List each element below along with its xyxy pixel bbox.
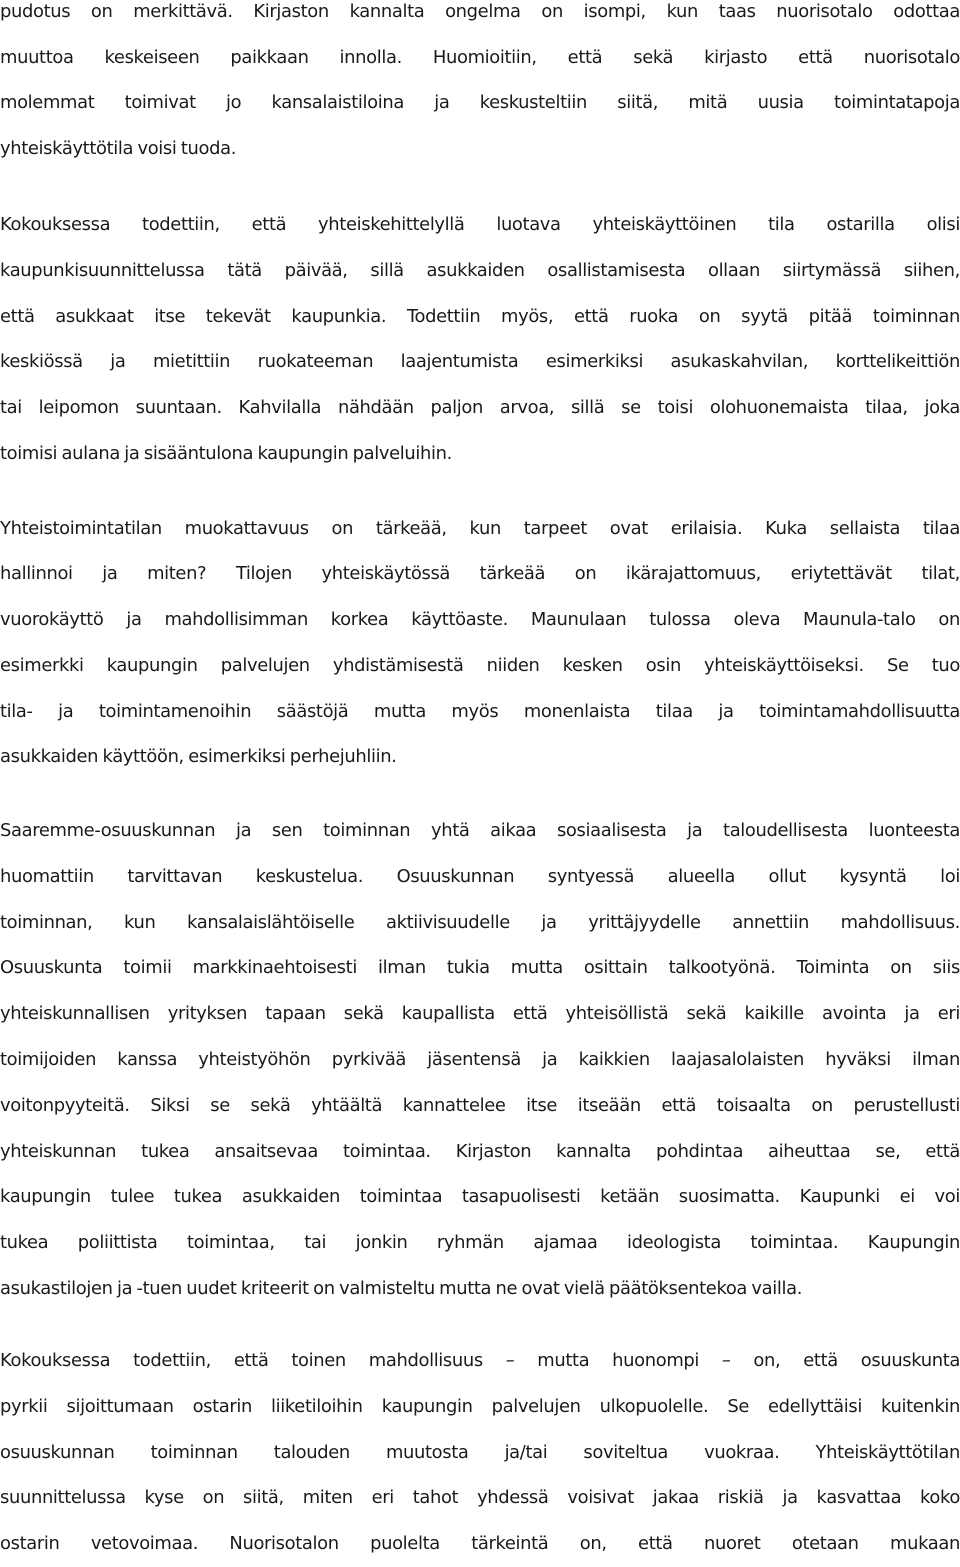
text-line: kaupungin tulee tukea asukkaiden toimintaa tasapuolisesti ketään suosimatta. Kaupunki ei voi <box>0 1186 960 1208</box>
text-line: molemmat toimivat jo kansalaistiloina ja keskusteltiin siitä, mitä uusia toimintatapoja <box>0 92 960 114</box>
paragraph-4 <box>0 808 960 1312</box>
text-line: hallinnoi ja miten? Tilojen yhteiskäytössä tärkeää on ikärajattomuus, eriytettävät tilat, <box>0 563 960 585</box>
text-line: toiminnan, kun kansalaislähtöiselle aktiivisuudelle ja yrittäjyydelle annettiin mahdollisuus. <box>0 911 960 933</box>
paragraph-1 <box>0 0 960 172</box>
text-line: asukkaiden käyttöön, esimerkiksi perhejuhliin. <box>0 746 397 768</box>
text-line: voitonpyyteitä. Siksi se sekä yhtäältä kannattelee itse itseään että toisaalta on perustellusti <box>0 1094 960 1116</box>
text-line: tukea poliittista toimintaa, tai jonkin ryhmän ajamaa ideologista toimintaa. Kaupungin <box>0 1232 960 1254</box>
text-line: kaupunkisuunnittelussa tätä päivää, sillä asukkaiden osallistamisesta ollaan siirtymässä siihen, <box>0 259 960 281</box>
text-line: vuorokäyttö ja mahdollisimman korkea käyttöaste. Maunulaan tulossa oleva Maunula-talo on <box>0 609 960 631</box>
paragraph-2 <box>0 202 960 477</box>
text-line: keskiössä ja mietittiin ruokateeman laajentumista esimerkiksi asukaskahvilan, korttelikeittiön <box>0 351 960 373</box>
text-line: yhteiskäyttötila voisi tuoda. <box>0 138 237 160</box>
text-line: pudotus on merkittävä. Kirjaston kannalta ongelma on isompi, kun taas nuorisotalo odottaa <box>0 0 960 22</box>
text-line: Saaremme-osuuskunnan ja sen toiminnan yhtä aikaa sosiaalisesta ja taloudellisesta luonteesta <box>0 820 960 842</box>
text-line: ostarin vetovoimaa. Nuorisotalon puolelta tärkeintä on, että nuoret otetaan mukaan <box>0 1533 960 1555</box>
text-line: Yhteistoimintatilan muokattavuus on tärkeää, kun tarpeet ovat erilaisia. Kuka sellaista tilaa <box>0 517 960 539</box>
paragraph-5 <box>0 1338 960 1567</box>
paragraph-3 <box>0 506 960 781</box>
text-line: Kokouksessa todettiin, että yhteiskehittelyllä luotava yhteiskäyttöinen tila ostarilla olisi <box>0 214 960 236</box>
text-line: pyrkii sijoittumaan ostarin liiketiloihin kaupungin palvelujen ulkopuolelle. Se edellyttäisi kuitenkin <box>0 1395 960 1417</box>
text-line: yhteiskunnan tukea ansaitsevaa toimintaa. Kirjaston kannalta pohdintaa aiheuttaa se, että <box>0 1140 960 1162</box>
text-line: että asukkaat itse tekevät kaupunkia. Todettiin myös, että ruoka on syytä pitää toiminnan <box>0 305 960 327</box>
text-line: tai leipomon suuntaan. Kahvilalla nähdään paljon arvoa, sillä se toisi olohuonemaista tilaa, joka <box>0 397 960 419</box>
text-line: asukastilojen ja -tuen uudet kriteerit on valmisteltu mutta ne ovat vielä päätöksentekoa vailla. <box>0 1278 803 1300</box>
text-line: yhteiskunnallisen yrityksen tapaan sekä kaupallista että yhteisöllistä sekä kaikille avointa ja eri <box>0 1003 960 1025</box>
text-line: huomattiin tarvittavan keskustelua. Osuuskunnan syntyessä alueella ollut kysyntä loi <box>0 865 960 887</box>
text-line: tila- ja toimintamenoihin säästöjä mutta myös monenlaista tilaa ja toimintamahdollisuutta <box>0 700 960 722</box>
text-line: toimisi aulana ja sisääntulona kaupungin palveluihin. <box>0 443 452 465</box>
text-line: Kokouksessa todettiin, että toinen mahdollisuus – mutta huonompi – on, että osuuskunta <box>0 1350 960 1372</box>
text-line: esimerkki kaupungin palvelujen yhdistämisestä niiden kesken osin yhteiskäyttöiseksi. Se tuo <box>0 654 960 676</box>
text-line: osuuskunnan toiminnan talouden muutosta ja/tai soviteltua vuokraa. Yhteiskäyttötilan <box>0 1441 960 1463</box>
text-line: muuttoa keskeiseen paikkaan innolla. Huomioitiin, että sekä kirjasto että nuorisotalo <box>0 46 960 68</box>
text-line: suunnittelussa kyse on siitä, miten eri tahot yhdessä voisivat jakaa riskiä ja kasvattaa koko <box>0 1487 960 1509</box>
text-line: Osuuskunta toimii markkinaehtoisesti ilman tukia mutta osittain talkootyönä. Toiminta on siis <box>0 957 960 979</box>
text-line: toimijoiden kanssa yhteistyöhön pyrkivää jäsentensä ja kaikkien laajasalolaisten hyväksi ilman <box>0 1049 960 1071</box>
